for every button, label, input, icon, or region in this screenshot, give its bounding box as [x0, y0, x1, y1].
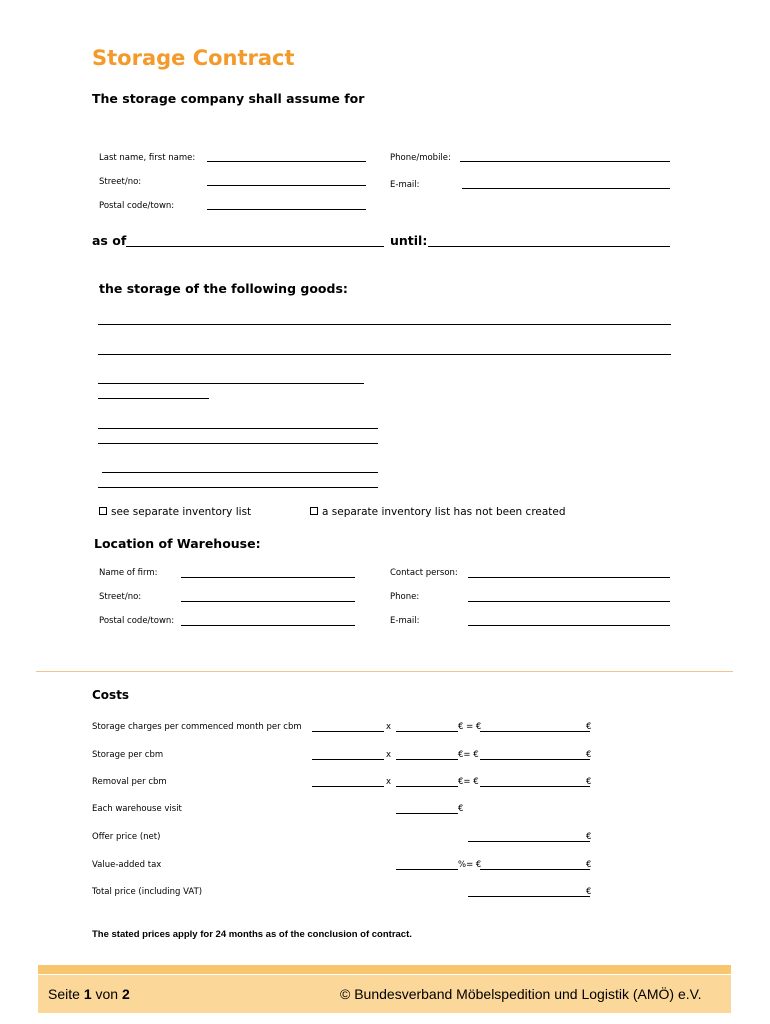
checkbox-icon[interactable]	[310, 507, 318, 515]
cost-row-label: Value-added tax	[92, 860, 162, 870]
wh-email-label: E-mail:	[390, 616, 420, 626]
until-field[interactable]	[428, 246, 670, 247]
mult-sign: x	[386, 777, 392, 787]
qty-field[interactable]	[312, 759, 384, 760]
equals-sign: €= €	[458, 777, 479, 787]
equals-sign: €= €	[458, 750, 479, 760]
warehouse-heading: Location of Warehouse:	[94, 536, 261, 551]
currency-sign: €	[458, 804, 464, 814]
currency-sign: €	[586, 722, 592, 732]
as-of-field[interactable]	[126, 246, 384, 247]
document-title: Storage Contract	[92, 46, 295, 70]
qty-field[interactable]	[312, 731, 384, 732]
cost-row-label: Storage per cbm	[92, 750, 164, 760]
until-label: until:	[390, 233, 428, 248]
goods-line[interactable]	[98, 428, 378, 429]
wh-postal-label: Postal code/town:	[99, 616, 175, 626]
goods-line[interactable]	[98, 443, 378, 444]
rate-field[interactable]	[396, 731, 458, 732]
phone-label: Phone/mobile:	[390, 153, 451, 163]
amount-field[interactable]	[468, 896, 590, 897]
street-field[interactable]	[207, 185, 366, 186]
currency-sign: €	[586, 750, 592, 760]
firm-field[interactable]	[181, 577, 355, 578]
copyright: © Bundesverband Möbelspedition und Logistik (AMÖ) e.V.	[340, 986, 702, 1002]
costs-heading: Costs	[92, 688, 130, 702]
footer-accent	[38, 965, 731, 974]
amount-field[interactable]	[480, 786, 590, 787]
currency-sign: €	[586, 777, 592, 787]
checkbox-separate-list[interactable]	[99, 506, 251, 518]
checkbox-not-created-label: a separate inventory list has not been created	[322, 506, 566, 518]
amount-field[interactable]	[480, 869, 590, 870]
street-label: Street/no:	[99, 177, 142, 187]
amount-field[interactable]	[480, 731, 590, 732]
vat-rate-field[interactable]	[396, 869, 458, 870]
firm-label: Name of firm:	[99, 568, 158, 578]
cost-row-label: Storage charges per commenced month per cbm	[92, 722, 302, 732]
wh-phone-field[interactable]	[468, 601, 670, 602]
amount-field[interactable]	[480, 759, 590, 760]
page-total: 2	[121, 986, 130, 1002]
cost-row-label: Removal per cbm	[92, 777, 167, 787]
page-mid: von	[95, 986, 119, 1002]
contact-label: Contact person:	[390, 568, 458, 578]
currency-sign: €	[586, 860, 592, 870]
equals-sign: € = €	[458, 722, 482, 732]
email-field[interactable]	[462, 188, 670, 189]
goods-line[interactable]	[98, 354, 671, 355]
as-of-label: as of	[92, 233, 127, 248]
goods-line[interactable]	[98, 324, 671, 325]
mult-sign: x	[386, 722, 392, 732]
email-label: E-mail:	[390, 180, 420, 190]
cost-row-label: Offer price (net)	[92, 832, 161, 842]
document-subtitle: The storage company shall assume for	[92, 91, 365, 106]
goods-line[interactable]	[98, 398, 209, 399]
mult-sign: x	[386, 750, 392, 760]
section-divider	[36, 671, 733, 672]
rate-field[interactable]	[396, 786, 458, 787]
name-field[interactable]	[207, 161, 366, 162]
page-prefix: Seite	[48, 986, 80, 1002]
percent-sign: %= €	[458, 860, 482, 870]
currency-sign: €	[586, 887, 592, 897]
goods-line[interactable]	[98, 487, 378, 488]
currency-sign: €	[586, 832, 592, 842]
phone-field[interactable]	[460, 161, 670, 162]
goods-heading: the storage of the following goods:	[99, 281, 348, 296]
cost-row-label: Total price (including VAT)	[92, 887, 203, 897]
checkbox-separate-label: see separate inventory list	[111, 506, 252, 518]
amount-field[interactable]	[468, 841, 590, 842]
wh-phone-label: Phone:	[390, 592, 420, 602]
goods-line[interactable]	[102, 472, 378, 473]
wh-email-field[interactable]	[468, 625, 670, 626]
checkbox-not-created[interactable]	[310, 506, 566, 518]
cost-row-label: Each warehouse visit	[92, 804, 182, 814]
name-label: Last name, first name:	[99, 153, 196, 163]
contact-field[interactable]	[468, 577, 670, 578]
rate-field[interactable]	[396, 759, 458, 760]
page-indicator	[48, 986, 130, 1002]
checkbox-icon[interactable]	[99, 507, 107, 515]
wh-street-label: Street/no:	[99, 592, 142, 602]
postal-label: Postal code/town:	[99, 201, 175, 211]
postal-field[interactable]	[207, 209, 366, 210]
qty-field[interactable]	[312, 786, 384, 787]
wh-street-field[interactable]	[181, 601, 355, 602]
goods-line[interactable]	[98, 383, 364, 384]
wh-postal-field[interactable]	[181, 625, 355, 626]
page-number: 1	[83, 986, 92, 1002]
price-validity-note: The stated prices apply for 24 months as of the conclusion of contract.	[92, 929, 412, 940]
visit-field[interactable]	[396, 813, 458, 814]
